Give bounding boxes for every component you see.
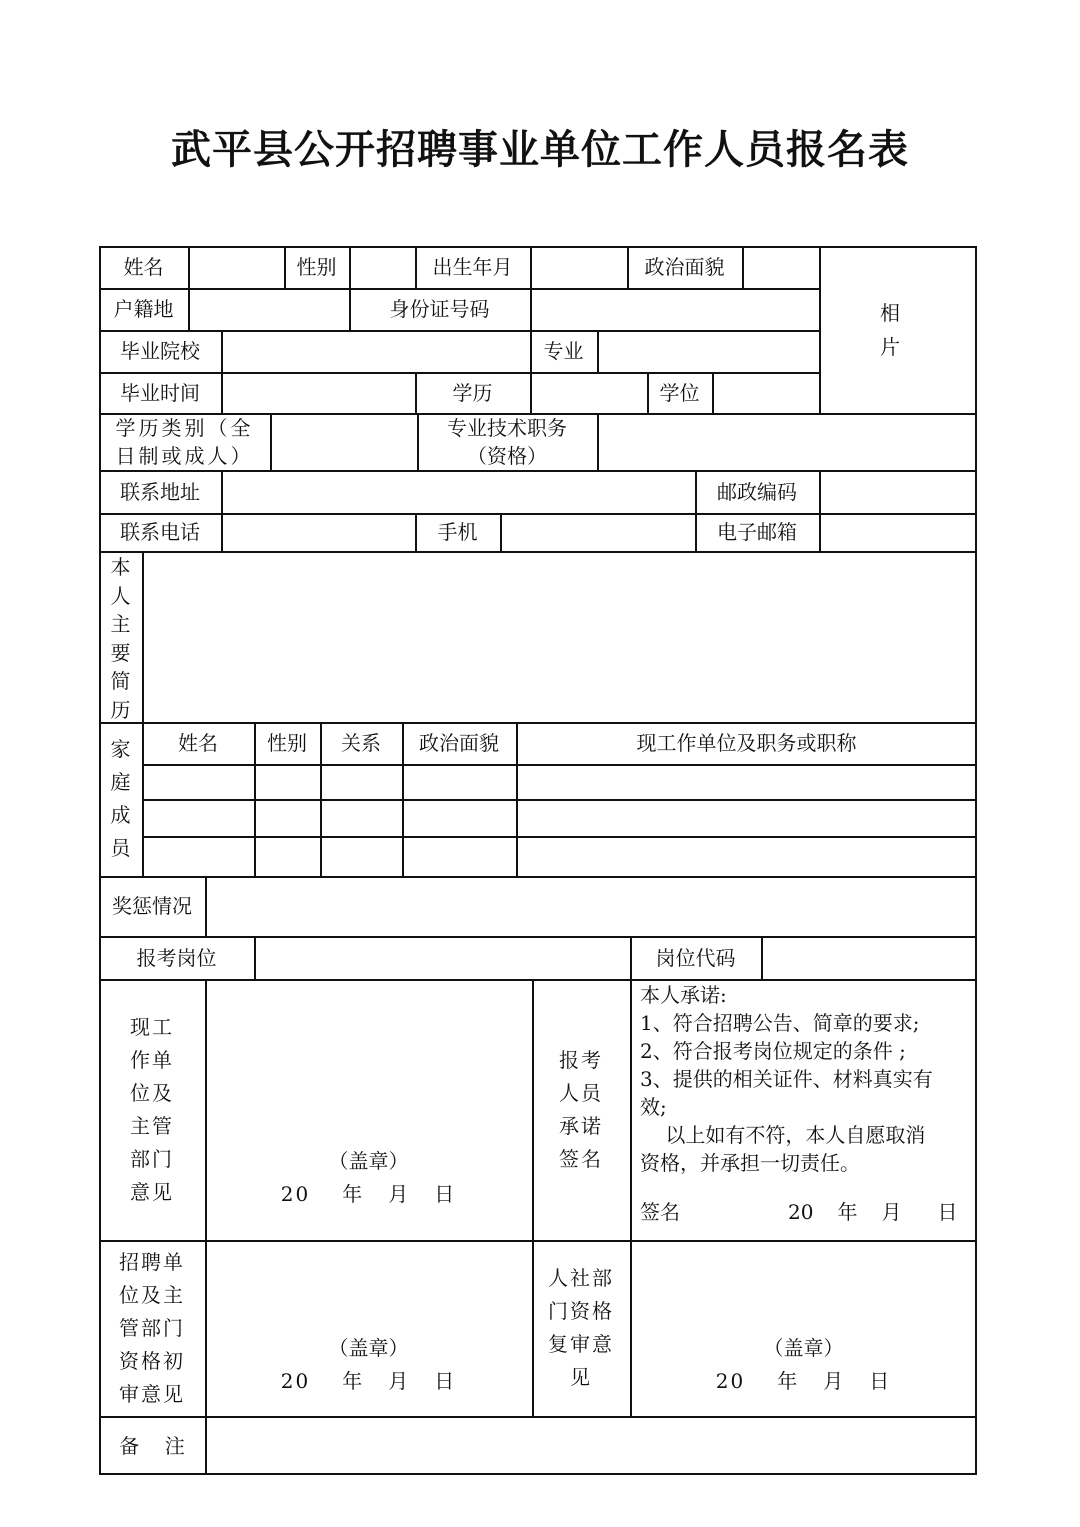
label-education: 学历 [452, 380, 493, 405]
label-tech-title [417, 413, 597, 470]
label-major: 专业 [543, 339, 584, 363]
political-field[interactable] [742, 246, 819, 288]
date-day: 日 [434, 1182, 457, 1206]
edutype-field[interactable] [270, 413, 417, 470]
school-field[interactable] [221, 330, 530, 372]
education-field[interactable] [530, 372, 647, 413]
address-field[interactable] [221, 470, 695, 513]
date-recruit-unit [205, 1366, 532, 1396]
pledge-item: 3、提供的相关证件、材料真实有 [640, 1067, 933, 1091]
pledge-label-line: 人员 [559, 1080, 603, 1105]
phone-field[interactable] [221, 513, 415, 551]
name-field[interactable] [188, 246, 284, 288]
current-unit-line: 位及 [130, 1080, 174, 1105]
pledge-note: 以上如有不符，本人自愿取消 [640, 1123, 926, 1147]
label-position: 报考岗位 [136, 945, 217, 970]
date-hr-dept [630, 1366, 977, 1396]
date-year-prefix: 20 [788, 1200, 814, 1224]
registration-form [99, 246, 977, 1475]
birth-field[interactable] [530, 246, 627, 288]
family-header-gender: 性别 [267, 731, 307, 755]
pledge-sign-label: 签名 [640, 1200, 680, 1224]
family-header-work: 现工作单位及职务或职称 [636, 731, 857, 755]
family-char: 家 [110, 737, 131, 761]
date-month: 月 [823, 1369, 846, 1393]
label-school: 毕业院校 [120, 339, 200, 363]
resume-char: 人 [110, 583, 131, 608]
seal-current-unit: （盖章） [328, 1149, 409, 1173]
remarks-field[interactable] [205, 1416, 977, 1475]
family-header-relation: 关系 [341, 731, 381, 755]
label-gender: 性别 [296, 255, 337, 279]
label-degree: 学位 [659, 380, 700, 405]
date-year: 年 [837, 1200, 858, 1224]
mobile-field[interactable] [500, 513, 695, 551]
pledge-item: 1、符合招聘公告、简章的要求; [640, 1011, 920, 1035]
current-unit-line: 现工 [130, 1014, 174, 1039]
postcode-field[interactable] [819, 470, 977, 513]
position-field[interactable] [254, 936, 630, 979]
seal-recruit-unit: （盖章） [328, 1336, 409, 1360]
pledge-item: 效; [640, 1095, 667, 1119]
family-row[interactable] [142, 799, 977, 836]
resume-char: 本 [110, 555, 131, 579]
label-remarks: 备 注 [119, 1433, 185, 1458]
hr-dept-line: 门资格 [548, 1299, 614, 1323]
family-header-name: 姓名 [178, 731, 218, 755]
resume-char: 主 [110, 612, 131, 636]
hr-dept-line: 见 [570, 1365, 592, 1389]
label-gradtime: 毕业时间 [120, 380, 200, 405]
label-hukou: 户籍地 [113, 297, 174, 321]
hr-dept-line: 人社部 [548, 1266, 614, 1290]
tech-title-line-1: 专业技术职务 [447, 415, 567, 440]
current-unit-line: 主管 [130, 1113, 174, 1138]
pledge-item: 2、符合报考岗位规定的条件 ; [640, 1039, 906, 1063]
idcard-field[interactable] [530, 288, 819, 330]
label-political: 政治面貌 [644, 255, 725, 279]
date-year: 年 [342, 1369, 365, 1393]
tech-title-line-2: （资格） [467, 443, 547, 468]
current-unit-line: 部门 [130, 1146, 174, 1171]
pledge-text [640, 981, 970, 1177]
date-year-prefix: 20 [715, 1369, 746, 1393]
label-recruit-unit [99, 1240, 205, 1416]
label-email: 电子邮箱 [717, 520, 797, 544]
position-code-field[interactable] [761, 936, 977, 979]
date-month: 月 [881, 1200, 902, 1224]
recruit-unit-line: 资格初 [119, 1348, 185, 1373]
photo-box[interactable] [819, 246, 977, 413]
edutype-line-2: 日制或成人） [115, 443, 254, 468]
recruit-unit-line: 管部门 [119, 1315, 185, 1340]
label-name: 姓名 [123, 255, 164, 279]
edutype-line-1: 学历类别（全 [115, 415, 254, 440]
date-day: 日 [869, 1369, 892, 1393]
current-unit-line: 作单 [130, 1047, 174, 1072]
recruit-unit-line: 位及主 [119, 1282, 185, 1307]
label-awards: 奖惩情况 [112, 894, 192, 918]
label-family [99, 722, 142, 876]
family-char: 成 [110, 803, 131, 827]
recruit-unit-line: 审意见 [119, 1381, 185, 1406]
current-unit-line: 意见 [130, 1179, 174, 1204]
label-address: 联系地址 [120, 479, 200, 504]
pledge-label-line: 承诺 [559, 1113, 603, 1138]
label-phone: 联系电话 [120, 520, 200, 544]
date-day: 日 [937, 1200, 958, 1224]
seal-hr-dept: （盖章） [763, 1336, 844, 1360]
degree-field[interactable] [712, 372, 819, 413]
label-position-code: 岗位代码 [655, 945, 736, 970]
label-resume [99, 551, 142, 722]
pledge-label-line: 签名 [559, 1146, 603, 1171]
family-header-political: 政治面貌 [419, 731, 499, 755]
family-char: 庭 [110, 770, 131, 794]
family-row[interactable] [142, 836, 977, 876]
awards-field[interactable] [205, 876, 977, 936]
date-month: 月 [388, 1369, 411, 1393]
date-current-unit [205, 1179, 532, 1209]
email-field[interactable] [819, 513, 977, 551]
gradtime-field[interactable] [221, 372, 415, 413]
date-year: 年 [342, 1182, 365, 1206]
date-year: 年 [777, 1369, 800, 1393]
label-mobile: 手机 [437, 520, 478, 544]
hukou-field[interactable] [188, 288, 349, 330]
label-idcard: 身份证号码 [389, 297, 490, 321]
family-row[interactable] [142, 764, 977, 799]
resume-char: 要 [110, 640, 131, 665]
label-pledge [532, 979, 630, 1240]
recruit-unit-line: 招聘单 [119, 1249, 185, 1274]
resume-field[interactable] [142, 551, 977, 722]
label-birth: 出生年月 [432, 255, 513, 279]
photo-label-2: 片 [880, 334, 900, 359]
hr-dept-line: 复审意 [548, 1332, 614, 1356]
page-title: 武平县公开招聘事业单位工作人员报名表 [171, 126, 909, 173]
pledge-sign-line [630, 1196, 977, 1228]
label-postcode: 邮政编码 [717, 479, 797, 504]
label-hr-dept [532, 1240, 630, 1416]
photo-label-1: 相 [880, 300, 900, 325]
major-field[interactable] [597, 330, 819, 372]
pledge-heading: 本人承诺: [640, 983, 727, 1007]
family-char: 员 [110, 836, 131, 860]
date-year-prefix: 20 [280, 1182, 311, 1206]
label-current-unit [99, 979, 205, 1240]
pledge-label-line: 报考 [559, 1047, 603, 1072]
gender-field[interactable] [349, 246, 415, 288]
label-edutype [99, 413, 270, 470]
resume-char: 历 [110, 697, 131, 722]
date-month: 月 [388, 1182, 411, 1206]
date-day: 日 [434, 1369, 457, 1393]
resume-char: 简 [110, 669, 131, 693]
date-year-prefix: 20 [280, 1369, 311, 1393]
tech-title-field[interactable] [597, 413, 977, 470]
pledge-note: 资格，并承担一切责任。 [640, 1151, 860, 1175]
